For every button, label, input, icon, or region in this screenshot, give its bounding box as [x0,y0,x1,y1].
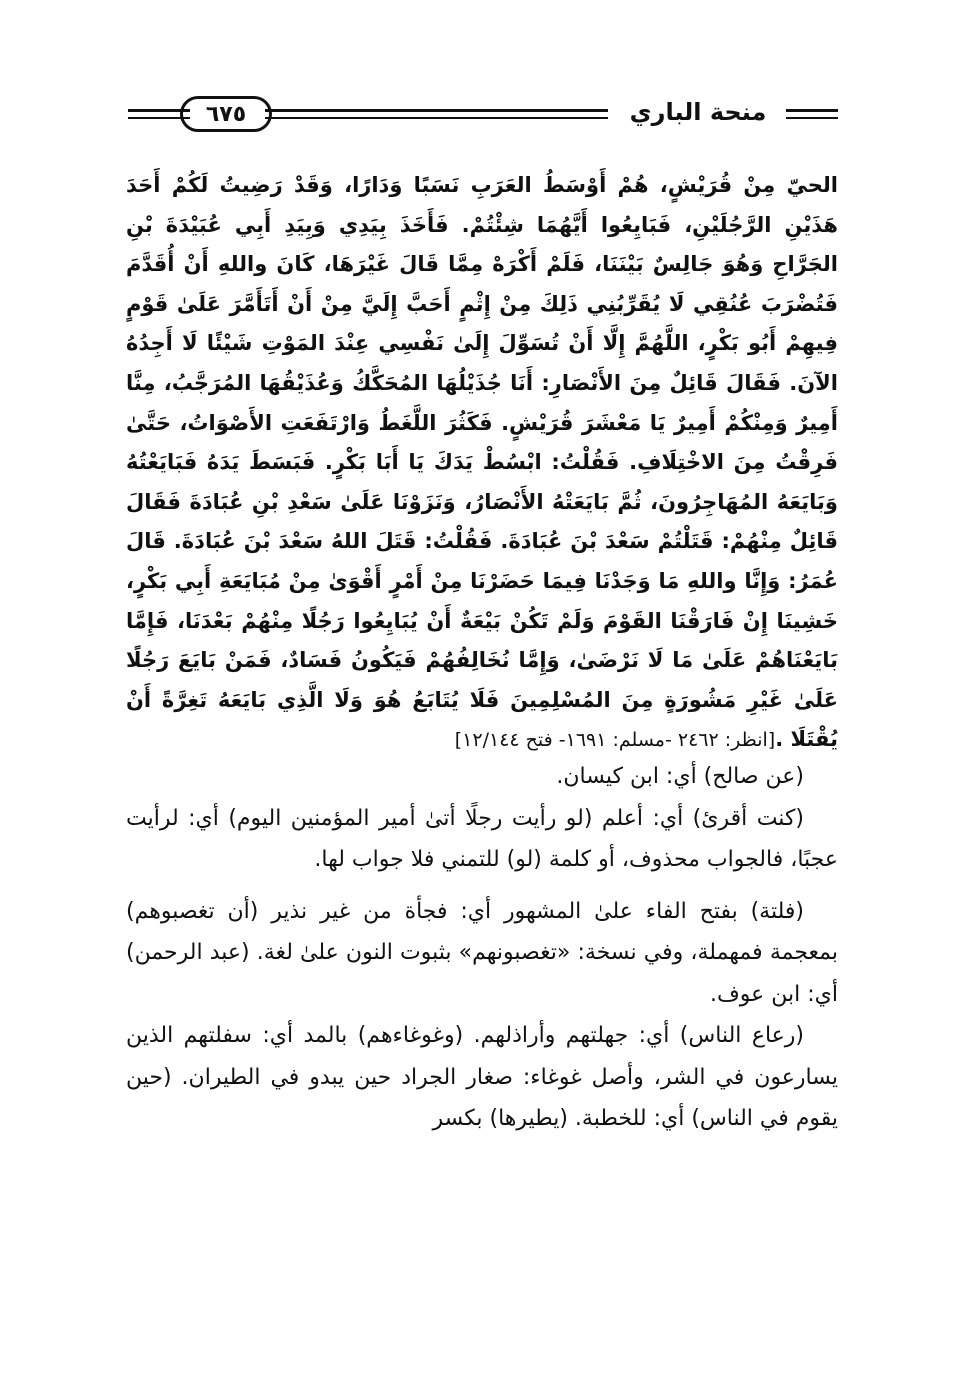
hadith-paragraph [126,166,838,761]
commentary-block [126,756,838,1140]
commentary-paragraph: (عن صالح) أي: ابن كيسان. [556,764,804,789]
running-title: منحة الباري [629,98,767,126]
commentary-paragraph: (رعاع الناس) أي: جهلتهم وأراذلهم. (وغوغاءهم) بالمد أي: سفلتهم الذين يسارعون في الشر، وأصل غوغاء: صغار الجراد حين يبدو في الطيران. (حين يقوم في الناس) أي: للخطبة. (يطيرها) بكسر [126,1023,838,1131]
header-rule-middle [265,109,608,121]
hadith-text: الحيّ مِنْ قُرَيْشٍ، هُمْ أَوْسَطُ العَرَبِ نَسَبًا وَدَارًا، وَقَدْ رَضِيتُ لَكُمْ أَحَدَ هَذَيْنِ الرَّجُلَيْنِ، فَبَايِعُوا أَيَّهُمَا شِئْتُمْ. فَأَخَذَ بِيَدِي وَبِيَدِ أَبِي عُبَيْدَةَ بْنِ الجَرَّاحِ وَهُوَ جَالِسٌ بَيْنَنَا، فَلَمْ أَكْرَهْ مِمَّا قَالَ غَيْرَهَا، كَانَ واللهِ أَنْ أُقَدَّمَ فَتُضْرَبَ عُنُقِي لَا يُقَرِّبُنِي ذَلِكَ مِنْ إِثْمٍ أَحَبَّ إِلَيَّ مِنْ أَنْ أَتَأَمَّرَ عَلَىٰ قَوْمٍ فِيهِمْ أَبُو بَكْرٍ، اللَّهُمَّ إِلَّا أَنْ تُسَوِّلَ إِلَىٰ نَفْسِي عِنْدَ المَوْتِ شَيْئًا لَا أَجِدُهُ الآنَ. فَقَالَ قَائِلٌ مِنَ الأَنْصَارِ: أَنَا جُذَيْلُهَا المُحَكَّكُ وَعُذَيْقُهَا المُرَجَّبُ، مِنَّا أَمِيرٌ وَمِنْكُمْ أَمِيرٌ يَا مَعْشَرَ قُرَيْشٍ. فَكَثُرَ اللَّغَطُ وَارْتَفَعَتِ الأَصْوَاتُ، حَتَّىٰ فَرِقْتُ مِنَ الاخْتِلَافِ. فَقُلْتُ: ابْسُطْ يَدَكَ يَا أَبَا بَكْرٍ. فَبَسَطَ يَدَهُ فَبَايَعْتُهُ وَبَايَعَهُ المُهَاجِرُونَ، ثُمَّ بَايَعَتْهُ الأَنْصَارُ، وَنَزَوْنَا عَلَىٰ سَعْدِ بْنِ عُبَادَةَ فَقَالَ قَائِلٌ مِنْهُمْ: قَتَلْتُمْ سَعْدَ بْنَ عُبَادَةَ. فَقُلْتُ: قَتَلَ اللهُ سَعْدَ بْنَ عُبَادَةَ. قَالَ عُمَرُ: وَإِنَّا واللهِ مَا وَجَدْنَا فِيمَا حَضَرْنَا مِنْ أَمْرٍ أَقْوَىٰ مِنْ مُبَايَعَةِ أَبِي بَكْرٍ، خَشِينَا إِنْ فَارَقْنَا القَوْمَ وَلَمْ تَكُنْ بَيْعَةٌ أَنْ يُبَايِعُوا رَجُلًا مِنْهُمْ بَعْدَنَا، فَإِمَّا بَايَعْنَاهُمْ عَلَىٰ مَا لَا نَرْضَىٰ، وَإِمَّا نُخَالِفُهُمْ فَيَكُونُ فَسَادٌ، فَمَنْ بَايَعَ رَجُلًا عَلَىٰ غَيْرِ مَشُورَةٍ مِنَ المُسْلِمِينَ فَلَا يُتَابَعُ هُوَ وَلَا الَّذِي بَايَعَهُ تَغِرَّةً أَنْ يُقْتَلَا . [126,173,838,752]
page-header [128,92,838,138]
hadith-text-block [126,166,838,761]
header-rule-right [786,109,838,121]
commentary-paragraph: (فلتة) بفتح الفاء علىٰ المشهور أي: فجأة من غير نذير (أن تغصبوهم) بمعجمة فمهملة، وفي نسخة: «تغصبونهم» بثبوت النون علىٰ لغة. (عبد الرحمن) أي: ابن عوف. [126,898,838,1007]
page-number: ٦٧٥ [180,96,272,132]
hadith-reference: [انظر: ٢٤٦٢ -مسلم: ١٦٩١- فتح ١٢/١٤٤] [454,729,776,752]
commentary-paragraph: (كنت أقرئ) أي: أعلم (لو رأيت رجلًا أتىٰ أمير المؤمنين اليوم) أي: لرأيت عجبًا، فالجواب محذوف، أو كلمة (لو) للتمني فلا جواب لها. [126,805,838,872]
